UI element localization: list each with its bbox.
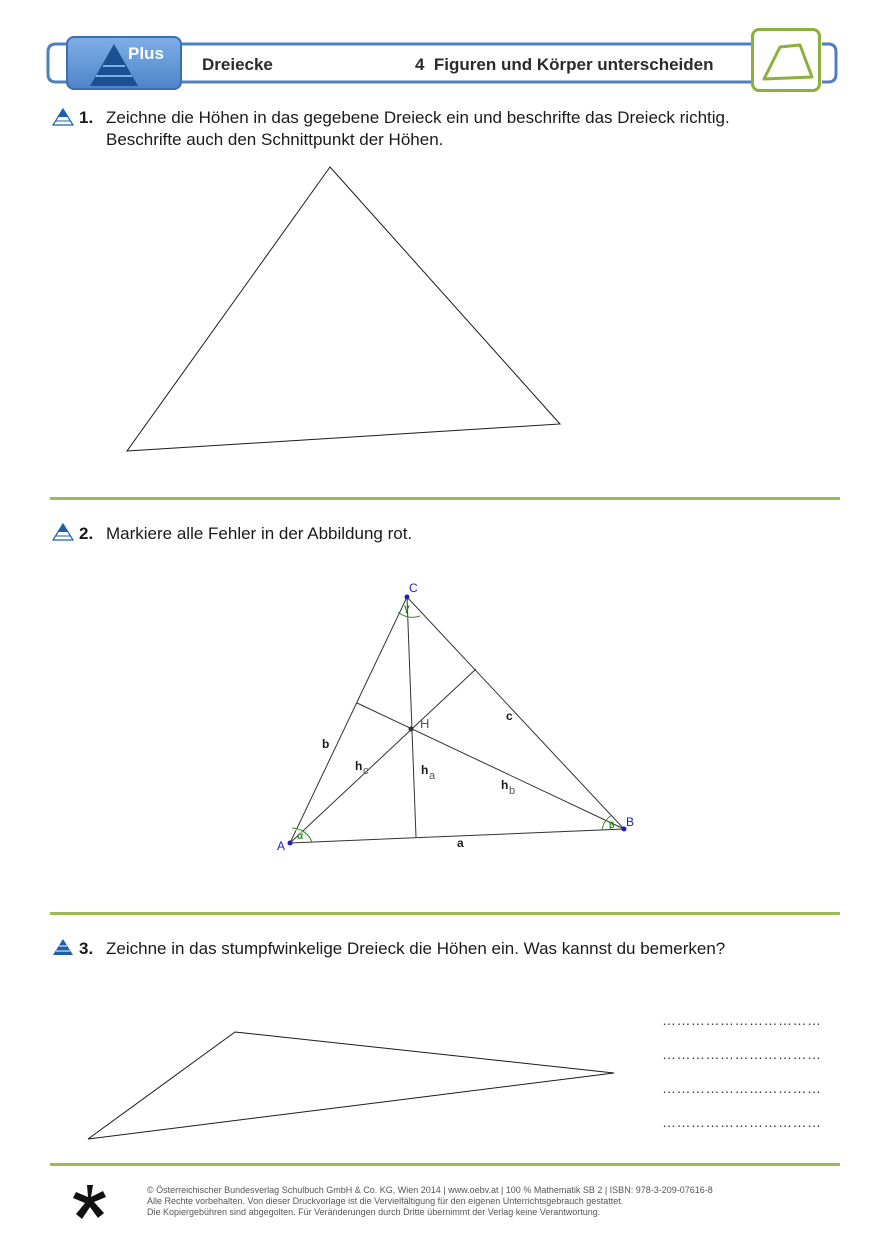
logo-text: Plus <box>128 44 164 63</box>
publisher-logo-icon <box>70 1183 110 1223</box>
answer-line-3[interactable]: …………………………… <box>662 1080 822 1096</box>
height-label-hc-sub: c <box>363 765 369 777</box>
angle-label-beta: β <box>609 820 615 830</box>
footer-line-1: © Österreichischer Bundesverlag Schulbuch GmbH & Co. KG, Wien 2014 | www.oebv.at | 100 % Mathematik SB 2 | ISBN: 978-3-209-07616-8 <box>147 1185 713 1195</box>
angle-label-alpha: α <box>297 831 304 842</box>
height-label-ha: h <box>421 763 429 777</box>
task-1-number: 1. <box>79 108 94 127</box>
task-3-number: 3. <box>79 939 94 958</box>
answer-line-4[interactable]: …………………………… <box>662 1114 822 1130</box>
task-1-line-2: Beschrifte auch den Schnittpunkt der Höhen. <box>106 130 444 149</box>
task-2-text: Markiere alle Fehler in der Abbildung rot. <box>106 524 413 543</box>
answer-line-2[interactable]: …………………………… <box>662 1046 822 1062</box>
footer-text <box>147 1185 713 1218</box>
task-1-line-1: Zeichne die Höhen in das gegebene Dreieck ein und beschrifte das Dreieck richtig. <box>106 108 730 127</box>
footer-line-2: Alle Rechte vorbehalten. Von dieser Druckvorlage ist die Vervielfältigung für den eigenen Unterrichtsgebrauch gestattet. <box>147 1196 624 1206</box>
vertex-label-c: C <box>409 581 418 595</box>
header-topic: Dreiecke <box>202 55 273 74</box>
task-2-number: 2. <box>79 524 94 543</box>
answer-line-1[interactable]: …………………………… <box>662 1012 822 1028</box>
vertex-label-a: A <box>277 839 286 853</box>
height-label-hb: h <box>501 778 509 792</box>
angle-label-gamma: γ <box>404 603 410 614</box>
height-label-hc: h <box>355 759 363 773</box>
header-chapter: 4 Figuren und Körper unterscheiden <box>415 55 714 74</box>
height-label-hb-sub: b <box>509 785 516 797</box>
height-label-ha-sub: a <box>429 770 436 782</box>
vertex-label-b: B <box>626 815 635 829</box>
side-label-b: b <box>322 737 330 751</box>
footer-line-3: Die Kopiergebühren sind abgegolten. Für Veränderungen durch Dritte übernimmt der Verlag keine Verantwortung. <box>147 1207 601 1217</box>
intersection-label: H <box>420 716 430 731</box>
side-label-c: c <box>506 709 513 723</box>
task-3-text: Zeichne in das stumpfwinkelige Dreieck die Höhen ein. Was kannst du bemerken? <box>106 939 726 958</box>
divider-3 <box>50 1163 840 1166</box>
side-label-a: a <box>457 836 464 850</box>
